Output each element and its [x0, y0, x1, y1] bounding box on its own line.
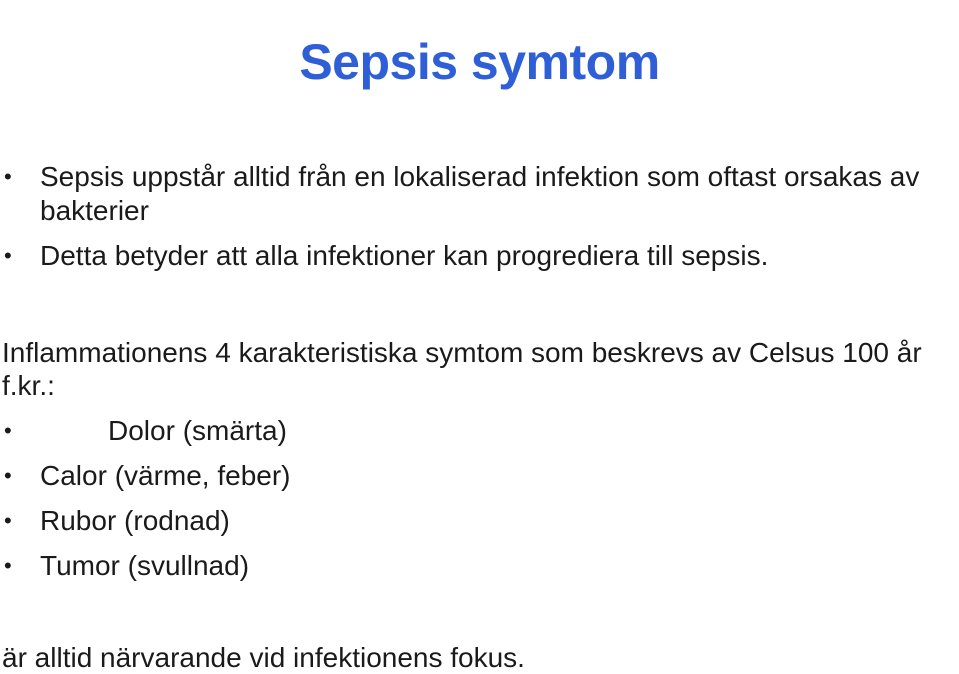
bullet-icon: • — [4, 553, 12, 578]
bullet-icon: • — [4, 243, 12, 268]
symptom-text: Calor (värme, feber) — [40, 460, 291, 491]
symptom-item — [0, 414, 900, 448]
symptom-item — [0, 459, 900, 493]
intro-bullet-list — [0, 160, 940, 284]
intro-bullet-text: Detta betyder att alla infektioner kan progrediera till sepsis. — [40, 240, 769, 271]
symptom-list — [0, 414, 900, 594]
symptom-text: Dolor (smärta) — [108, 415, 287, 446]
page-title: Sepsis symtom — [299, 33, 660, 90]
bullet-icon: • — [4, 418, 12, 443]
bullet-icon: • — [4, 508, 12, 533]
symptom-text: Rubor (rodnad) — [40, 505, 230, 536]
intro-bullet-text: Sepsis uppstår alltid från en lokaliserad infektion som oftast orsakas av bakterier — [40, 161, 920, 226]
list-item — [0, 160, 940, 228]
celsus-intro-text: Inflammationens 4 karakteristiska symtom som beskrevs av Celsus 100 år f.kr.: — [2, 337, 922, 401]
symptom-item — [0, 549, 900, 583]
symptom-text: Tumor (svullnad) — [40, 550, 250, 581]
closing-text: är alltid närvarande vid infektionens fokus. — [2, 642, 525, 673]
symptom-item — [0, 504, 900, 538]
list-item — [0, 239, 940, 273]
bullet-icon: • — [4, 164, 12, 189]
bullet-icon: • — [4, 463, 12, 488]
